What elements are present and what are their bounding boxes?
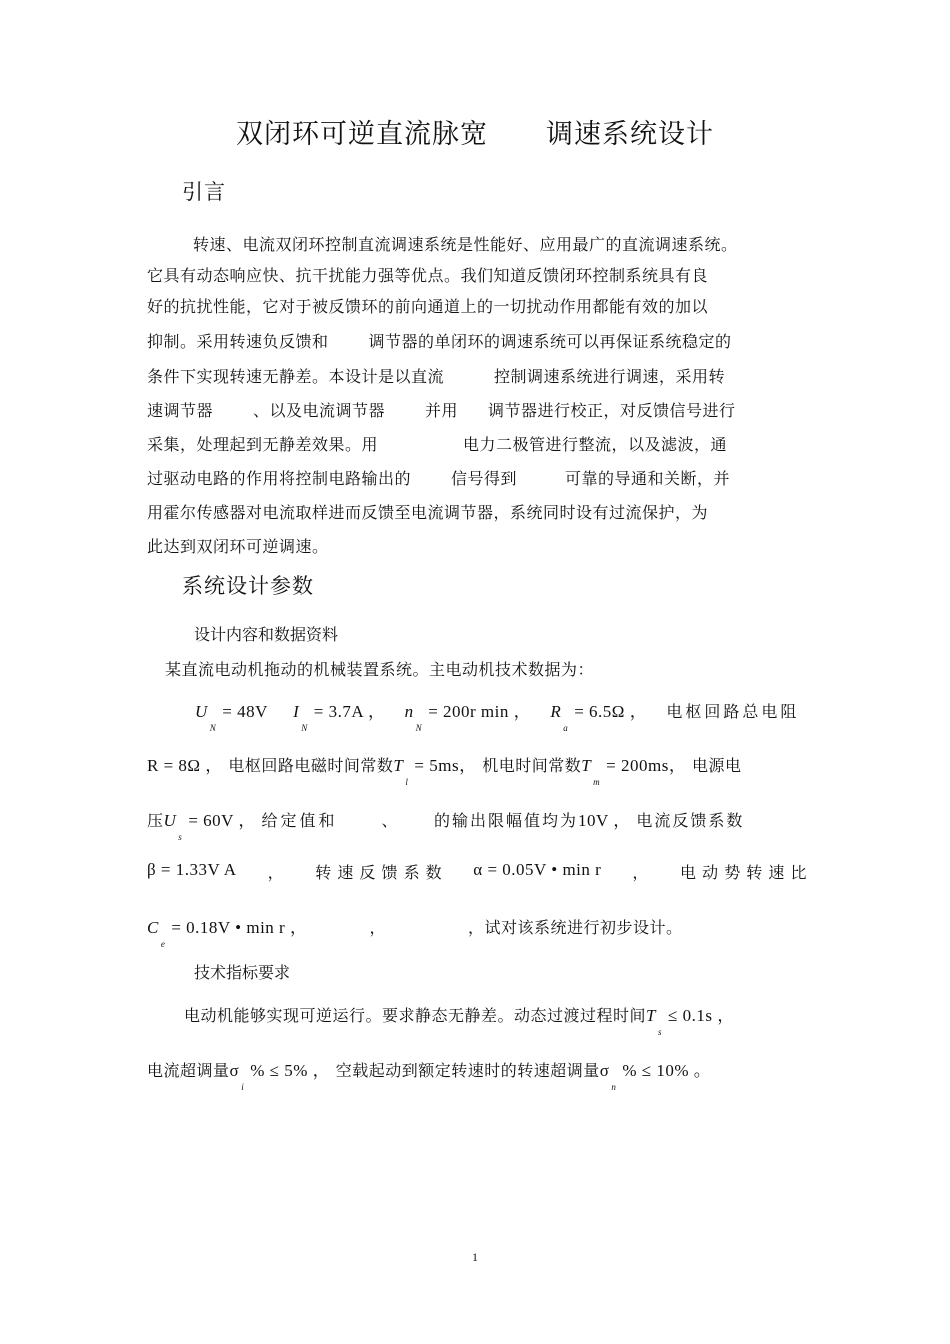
- intro-line-5-a: 条件下实现转速无静差。本设计是以直流: [147, 367, 445, 386]
- intro-line-8-b: 信号得到: [451, 469, 518, 488]
- intro-line-10: 此达到双闭环可逆调速。: [147, 537, 329, 556]
- intro-line-5-b: 控制调速系统进行调速，采用转: [494, 367, 726, 386]
- ce-subscript: e: [160, 939, 166, 949]
- sigma-n-subscript: n: [611, 1082, 617, 1092]
- param-line-2-text-1: 电枢回路电磁时间常数: [228, 756, 394, 775]
- comma-3: ，: [369, 918, 386, 937]
- param-line-2-text-2: 机电时间常数: [482, 756, 582, 775]
- section-heading-params: 系统设计参数: [182, 574, 314, 598]
- nn-subscript: N: [415, 723, 423, 733]
- param-line-4-text-2: 电 动 势 转 速 比: [680, 863, 807, 882]
- in-subscript: N: [301, 723, 308, 733]
- sigma-i-value: % ≤ 5% ，: [250, 1061, 331, 1080]
- ra-subscript: a: [563, 723, 569, 733]
- param-line-4: [147, 860, 807, 883]
- tl-subscript: l: [405, 777, 409, 787]
- intro-line-8-c: 可靠的导通和关断，并: [565, 469, 731, 488]
- comma-2: ，: [632, 863, 649, 882]
- requirement-line-2-text-1: 电流超调量: [147, 1061, 230, 1080]
- sigma-i-symbol: σ: [229, 1061, 240, 1080]
- ra-symbol: R: [550, 702, 562, 721]
- intro-line-6: [147, 398, 807, 421]
- nn-symbol: n: [404, 702, 414, 721]
- intro-line-6-c: 并用: [425, 401, 459, 420]
- param-line-2: [147, 751, 807, 787]
- limit-value: 10V ，: [578, 811, 631, 830]
- intro-line-2: 它具有动态响应快、抗干扰能力强等优点。我们知道反馈闭环控制系统具有良: [147, 266, 709, 285]
- param-line-1-text: 电枢回路总电阻: [666, 702, 800, 721]
- sigma-n-symbol: σ: [599, 1061, 610, 1080]
- intro-line-7-a: 采集，处理起到无静差效果。用: [147, 435, 379, 454]
- intro-line-5: [147, 364, 807, 387]
- param-line-4-text-1: 转 速 反 馈 系 数: [315, 863, 443, 882]
- motor-intro: 某直流电动机拖动的机械装置系统。主电动机技术数据为：: [165, 660, 595, 679]
- subheading-design-data: 设计内容和数据资料: [194, 625, 339, 644]
- param-line-3: [147, 806, 807, 842]
- requirement-line-1: [184, 1001, 807, 1037]
- param-line-3-text-3: 的输出限幅值均为: [434, 811, 579, 830]
- param-line-3-text-1: 给定值和: [261, 811, 338, 830]
- us-subscript: s: [178, 832, 183, 842]
- tm-value: = 200ms，: [606, 756, 687, 775]
- title-part-1: 双闭环可逆直流脉宽: [236, 119, 488, 150]
- title-part-2: 调速系统设计: [546, 119, 714, 150]
- param-line-3-text-4: 电流反馈系数: [636, 811, 745, 830]
- ts-symbol: T: [646, 1006, 656, 1025]
- comma-1: ，: [267, 863, 285, 882]
- intro-line-9: 用霍尔传感器对电流取样进而反馈至电流调节器，系统同时设有过流保护，为: [147, 503, 709, 522]
- ce-value: = 0.18V • min r ，: [171, 918, 308, 937]
- tm-subscript: m: [593, 777, 601, 787]
- param-line-1: [195, 697, 807, 733]
- comma-4: ，: [467, 918, 485, 937]
- un-subscript: N: [209, 723, 217, 733]
- in-symbol: I: [293, 702, 300, 721]
- tm-symbol: T: [581, 756, 592, 775]
- param-line-5: [147, 913, 807, 949]
- alpha-value: α = 0.05V • min r: [473, 860, 602, 879]
- requirement-line-2-text-2: 空载起动到额定转速时的转速超调量: [335, 1061, 600, 1080]
- intro-line-7: [147, 432, 807, 455]
- document-title: [0, 112, 950, 151]
- param-line-2-text-3: 电源电: [691, 756, 742, 775]
- param-line-3-text-2: 、: [381, 811, 398, 830]
- param-line-3-text-0: 压: [147, 811, 164, 830]
- tl-symbol: T: [393, 756, 404, 775]
- intro-line-7-b: 电力二极管进行整流，以及滤波，通: [463, 435, 728, 454]
- requirement-line-2: [147, 1056, 807, 1092]
- intro-line-8-a: 过驱动电路的作用将控制电路输出的: [147, 469, 412, 488]
- nn-value: = 200r min ，: [428, 702, 532, 721]
- intro-line-8: [147, 466, 807, 489]
- intro-line-6-b: 、以及电流调节器: [253, 401, 386, 420]
- un-value: = 48V: [222, 702, 268, 721]
- intro-line-3: 好的抗扰性能，它对于被反馈环的前向通道上的一切扰动作用都能有效的加以: [147, 297, 709, 316]
- requirement-line-1-text: 电动机能够实现可逆运行。要求静态无静差。动态过渡过程时间: [184, 1006, 647, 1025]
- us-symbol: U: [163, 811, 177, 830]
- ra-value: = 6.5Ω ，: [574, 702, 648, 721]
- intro-line-4-a: 抑制。采用转速负反馈和: [147, 332, 329, 351]
- ts-subscript: s: [657, 1027, 662, 1037]
- subheading-tech-requirements: 技术指标要求: [194, 963, 291, 982]
- intro-line-6-d: 调节器进行校正，对反馈信号进行: [488, 401, 736, 420]
- intro-line-4: [147, 329, 807, 352]
- section-heading-intro: 引言: [182, 180, 226, 204]
- param-line-5-text: 试对该系统进行初步设计。: [484, 918, 683, 937]
- tl-value: = 5ms，: [414, 756, 477, 775]
- un-symbol: U: [195, 702, 208, 721]
- beta-value: β = 1.33V A: [147, 860, 237, 879]
- ts-value: ≤ 0.1s ，: [668, 1006, 735, 1025]
- intro-line-1: 转速、电流双闭环控制直流调速系统是性能好、应用最广的直流调速系统。: [193, 235, 738, 254]
- r-value: R = 8Ω ，: [147, 756, 223, 775]
- sigma-i-subscript: i: [241, 1082, 245, 1092]
- sigma-n-value: % ≤ 10% 。: [622, 1061, 712, 1080]
- page-number: 1: [472, 1250, 478, 1264]
- intro-line-4-b: 调节器的单闭环的调速系统可以再保证系统稳定的: [368, 332, 732, 351]
- ce-symbol: C: [147, 918, 159, 937]
- us-value: = 60V ，: [188, 811, 256, 830]
- intro-line-6-a: 速调节器: [147, 401, 214, 420]
- in-value: = 3.7A ，: [313, 702, 386, 721]
